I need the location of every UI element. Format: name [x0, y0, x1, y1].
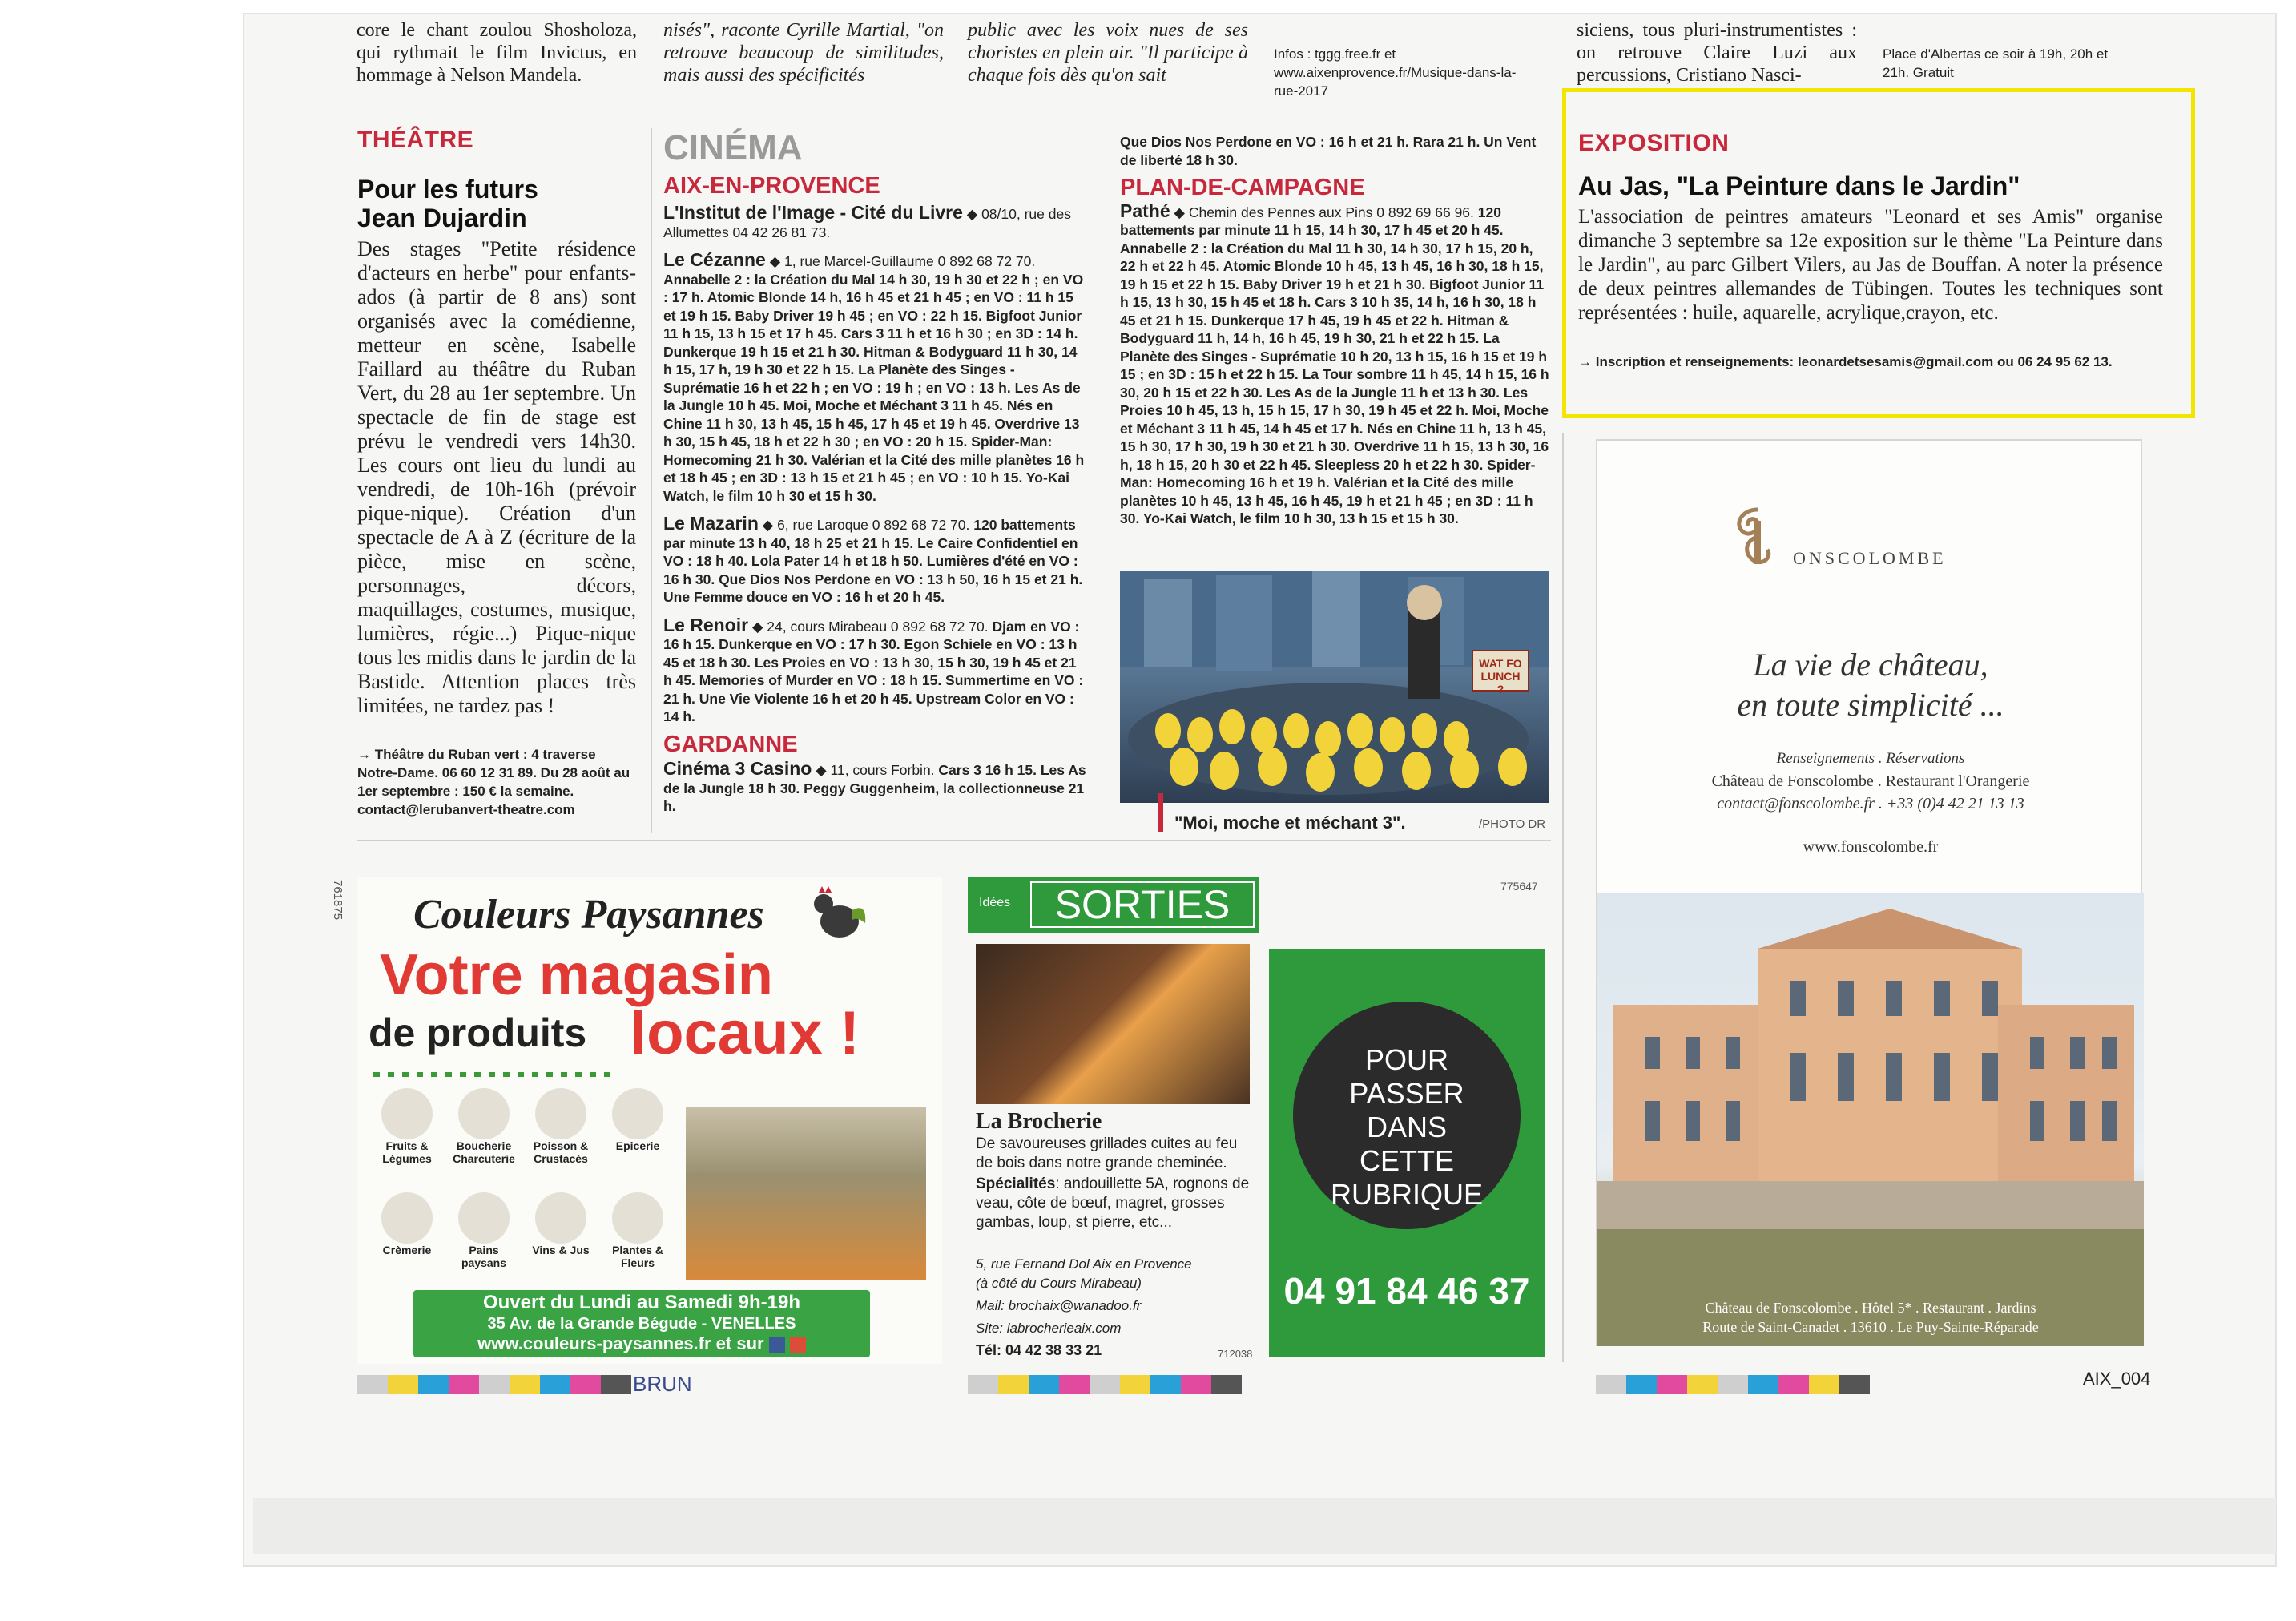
- city-plan-de-campagne: PLAN-DE-CAMPAGNE: [1120, 175, 1365, 200]
- brun-mark: BRUN: [633, 1372, 692, 1396]
- restaurant-photo: [976, 944, 1250, 1104]
- venue-institut: L'Institut de l'Image - Cité du Livre ◆ 08/10, rue des Allumettes 04 42 26 81 73.: [663, 202, 1071, 240]
- venue-films: Djam en VO : 16 h 15. Dunkerque en VO : 17 h 30. Egon Schiele en VO : 13 h 45 et 18 h 30. Les Proies en VO : 13 h 30, 15 h 30, 19 h 45 et 21 h 45. Memories of Murder en VO : 18 h 15. Summertime en VO : 21 h. Une Vie Violente 16 h et 20 h 45. Upstream Color en VO : 14 h.: [663, 618, 1084, 724]
- couleurs-paysannes-ad: [357, 877, 942, 1364]
- specialites-label: Spécialités: [976, 1175, 1056, 1192]
- venue-address: 6, rue Laroque 0 892 68 72 70.: [777, 517, 970, 533]
- venue-pathe: Pathé ◆ Chemin des Pennes aux Pins 0 892 69 66 96. 120 battements par minute 11 h 15, 14 h 30, 17 h 45 et 20 h 45. Annabelle 2 : la Création du Mal 11 h 30, 14 h 30, 17 h 15, 20 h, 22 h et 22 h 45. Atomic Blonde 10 h 45, 13 h 45, 16 h 30, 18 h 15, 19 h 15 et 22 h 15. Baby Driver 19 h et 21 h 30. Bigfoot Junior 11 h 15, 13 h 30, 15 h 45 et 18 h. Cars 3 10 h 35, 14 h, 16 h 30, 18 h 45 et 21 h 15. Dunkerque 17 h 45, 19 h 45 et 22 h. Hitman & Bodyguard 11 h, 14 h, 16 h 45, 19 h 30, 21 h et 22 h 15. La Planète des Singes - Suprématie 10 h 20, 13 h 15, 16 h 15 et 19 h 15 ; en 3D : 15 h et 22 h 15. La Tour sombre 11 h 45, 14 h 15, 16 h 30, 20 h 15 et 22 h 30. Les As de la Jungle 11 h et 13 h 30. Les Proies 10 h 45, 13 h, 15 h 15, 17 h 30, 19 h 45 et 22 h. Moi, Moche et Méchant 3 11 h 45, 14 h 45 et 17 h. Nés en Chine 11 h, 13 h 45, 15 h 30, 17 h 30, 19 h 30 et 21 h 30. Overdrive 11 h 15, 13 h 30, 16 h, 18 h 15, 20 h 30 et 22 h 45. Sleepless 20 h et 22 h 30. Spider-Man: Homecoming 16 h et 19 h. Valérian et la Cité des mille planètes 10 h 45, 13 h 45, 16 h 45, 19 h et 21 h 45 ; en 3D : 11 h 30. Yo-Kai Watch, le film 10 h 30, 13 h 15 et 15 h 30.: [1120, 200, 1549, 526]
- restaurant-address2: (à côté du Cours Mirabeau): [976, 1276, 1142, 1291]
- top-text-col5: siciens, tous pluri-instrumentistes : on retrouve Claire Luzi aux percussions, Cristiano Nasci-: [1577, 20, 1857, 86]
- ad-contact: contact@fonscolombe.fr . +33 (0)4 42 21 13 13: [1717, 795, 2024, 813]
- city-aix: AIX-EN-PROVENCE: [663, 173, 880, 199]
- venue-name: Le Renoir: [663, 614, 749, 635]
- tagline-line1: La vie de château,: [1753, 647, 1988, 683]
- venue-address: 08/10, rue des Allumettes 04 42 26 81 73.: [663, 206, 1071, 240]
- page-edge: [253, 1498, 2276, 1554]
- cinema-listings-col1: [663, 204, 1088, 816]
- restaurant-site: Site: labrocherieaix.com: [976, 1321, 1122, 1336]
- product-vins: Vins & Jus: [522, 1192, 599, 1256]
- column-divider: [1562, 433, 1564, 1362]
- movie-still-photo: [1120, 571, 1549, 803]
- color-registration-bar-2: [968, 1375, 1242, 1394]
- color-registration-bar-1: [357, 1375, 631, 1394]
- restaurant-address1: 5, rue Fernand Dol Aix en Provence: [976, 1256, 1192, 1272]
- cinema-listings-col2: [1120, 133, 1549, 528]
- venue-name: Le Mazarin: [663, 513, 759, 534]
- product-epicerie: Epicerie: [599, 1088, 676, 1152]
- photo-caption: "Moi, moche et méchant 3".: [1174, 813, 1406, 833]
- exposition-headline: Au Jas, "La Peinture dans le Jardin": [1578, 171, 2020, 200]
- store-photo: [686, 1107, 926, 1280]
- venue-address: Chemin des Pennes aux Pins 0 892 69 66 96.: [1188, 204, 1474, 220]
- sorties-ad-ref: 775647: [1500, 880, 1538, 893]
- exposition-info: → Inscription et renseignements: leonardetsesamis@gmail.com ou 06 24 95 62 13.: [1578, 354, 2113, 369]
- specialites-text: : andouillette 5A, rognons de veau, côte de bœuf, magret, grosses gambas, loup, st pierre, etc...: [976, 1175, 1250, 1231]
- fonscolombe-ad: [1596, 439, 2142, 1346]
- venue-renoir: Le Renoir ◆ 24, cours Mirabeau 0 892 68 72 70. Djam en VO : 16 h 15. Dunkerque en VO : 17 h 30. Egon Schiele en VO : 13 h 45 et 18 h 30. Les Proies en VO : 13 h 30, 15 h 30, 19 h 45 et 21 h 45. Memories of Murder en VO : 18 h 15. Summertime en VO : 21 h. Une Vie Violente 16 h et 20 h 45. Upstream Color en VO : 14 h.: [663, 614, 1084, 724]
- color-registration-bar-3: [1596, 1375, 1870, 1394]
- ad-venue: Château de Fonscolombe . Restaurant l'Orangerie: [1711, 772, 2030, 790]
- top-text-col6: Place d'Albertas ce soir à 19h, 20h et 21h. Gratuit: [1883, 46, 2109, 80]
- ad-web: [413, 1333, 870, 1354]
- exposition-rubric: EXPOSITION: [1578, 130, 1730, 156]
- ad-services: Renseignements . Réservations: [1776, 750, 1965, 767]
- venue-films: Cars 3 16 h 15. Les As de la Jungle 18 h 30. Peggy Guggenheim, la collectionneuse 21 h.: [663, 762, 1086, 814]
- sign-text: WAT FO LUNCH ?: [1479, 657, 1522, 696]
- photo-caption-line2: Route de Saint-Canadet . 13610 . Le Puy-Sainte-Réparade: [1702, 1319, 2039, 1335]
- venue-films: Annabelle 2 : la Création du Mal 14 h 30, 19 h 30 et 22 h ; en VO : 17 h. Atomic Blonde 14 h, 16 h 45 et 21 h 45 ; en VO : 11 h 15 et 19 h 15. Baby Driver 19 h 45 ; en VO : 22 h 15. Bigfoot Junior 11 h 15, 13 h 15 et 17 h 45. Cars 3 11 h et 16 h 30 ; en 3D : 14 h. Dunkerque 19 h 15 et 21 h 30. Hitman & Bodyguard 11 h 30, 14 h 15, 17 h, 19 h 30 et 22 h 15. La Planète des Singes - Suprématie 16 h et 22 h ; en VO : 19 h ; en VO : 13 h. Les As de la Jungle 10 h 45. Moi, Moche et Méchant 3 11 h 45. Nés en Chine 11 h 30, 13 h 45, 15 h 45, 17 h 45 et 19 h 45. Overdrive 13 h 30, 15 h 45, 18 h et 22 h 30 ; en VO : 20 h 15. Spider-Man: Homecoming 21 h 30. Valérian et la Cité des mille planètes 16 h et 18 h 45 ; en 3D : 13 h 15 et 21 h 45 ; en VO : 10 h 15. Yo-Kai Watch, le film 10 h 30 et 15 h 30.: [663, 271, 1085, 504]
- theatre-rubric: THÉÂTRE: [357, 127, 474, 153]
- venue-films: 120 battements par minute 11 h 15, 14 h 30, 17 h 45 et 20 h 45. Annabelle 2 : la Création du Mal 11 h 30, 14 h 30, 17 h 15, 20 h, 22 h et 22 h 45. Atomic Blonde 10 h 45, 13 h 45, 16 h 30, 18 h 15, 19 h 15 et 22 h 15. Baby Driver 19 h et 21 h 30. Bigfoot Junior 11 h 15, 13 h 30, 15 h 45 et 18 h. Cars 3 10 h 35, 14 h, 16 h 30, 18 h 45 et 21 h 15. Dunkerque 17 h 45, 19 h 45 et 22 h. Hitman & Bodyguard 11 h, 14 h, 16 h 45, 19 h 30, 21 h et 22 h 15. La Planète des Singes - Suprématie 10 h 20, 13 h 15, 16 h 15 et 19 h 15 ; en 3D : 15 h et 22 h 15. La Tour sombre 11 h 45, 14 h 15, 16 h 30, 20 h 15 et 22 h 30. Les As de la Jungle 11 h et 13 h 30. Les Proies 10 h 45, 13 h, 15 h 15, 17 h 30, 19 h 45 et 22 h. Moi, Moche et Méchant 3 11 h 45, 14 h 45 et 17 h. Nés en Chine 11 h, 13 h 45, 15 h 30, 17 h 30, 19 h 30 et 21 h 30. Overdrive 11 h 15, 13 h 30, 16 h, 18 h 15, 20 h 30 et 22 h 45. Sleepless 20 h et 22 h 30. Spider-Man: Homecoming 16 h et 19 h. Valérian et la Cité des mille planètes 10 h 45, 13 h 45, 16 h 45, 19 h et 21 h 45 ; en 3D : 11 h 30. Yo-Kai Watch, le film 10 h 30, 13 h 15 et 15 h 30.: [1120, 204, 1549, 526]
- theatre-headline: Pour les futurs Jean Dujardin: [357, 175, 538, 232]
- restaurant-mail: Mail: brochaix@wanadoo.fr: [976, 1298, 1142, 1313]
- photo-caption-line1: Château de Fonscolombe . Hôtel 5* . Restaurant . Jardins: [1705, 1300, 2036, 1316]
- product-boucherie: Boucherie Charcuterie: [445, 1088, 522, 1165]
- venue-cezanne: Le Cézanne ◆ 1, rue Marcel-Guillaume 0 892 68 72 70. Annabelle 2 : la Création du Mal 14 h 30, 19 h 30 et 22 h ; en VO : 17 h. Atomic Blonde 14 h, 16 h 45 et 21 h 45 ; en VO : 11 h 15 et 19 h 15. Baby Driver 19 h 45 ; en VO : 22 h 15. Bigfoot Junior 11 h 15, 13 h 15 et 17 h 45. Cars 3 11 h et 16 h 30 ; en 3D : 14 h. Dunkerque 19 h 15 et 21 h 30. Hitman & Bodyguard 11 h 30, 14 h 15, 17 h, 19 h 30 et 22 h 15. La Planète des Singes - Suprématie 16 h et 22 h ; en VO : 19 h ; en VO : 13 h. Les As de la Jungle 10 h 45. Moi, Moche et Méchant 3 11 h 45. Nés en Chine 11 h 30, 13 h 45, 15 h 45, 17 h 45 et 19 h 45. Overdrive 13 h 30, 15 h 45, 18 h et 22 h 30 ; en VO : 20 h 15. Spider-Man: Homecoming 21 h 30. Valérian et la Cité des mille planètes 16 h et 18 h 45 ; en 3D : 13 h 15 et 21 h 45 ; en VO : 10 h 15. Yo-Kai Watch, le film 10 h 30 et 15 h 30.: [663, 249, 1085, 504]
- sorties-header: [968, 877, 1259, 933]
- restaurant-desc: De savoureuses grillades cuites au feu de bois dans notre grande cheminée.: [976, 1135, 1238, 1171]
- product-pains: Pains paysans: [445, 1192, 522, 1269]
- ad-brand: Couleurs Paysannes: [413, 892, 764, 938]
- restaurant-code: 712038: [1218, 1348, 1253, 1360]
- exposition-body: L'association de peintres amateurs "Leonard et ses Amis" organise dimanche 3 septembre sa 12e exposition sur le thème "La Peinture dans le Jardin", au parc Gilbert Vilers, au Jas de Bouffan. A noter la présence de deux peintres allemandes de Tübingen. Toutes les techniques sont représentées : huile, aquarelle, acrylique,crayon, etc.: [1578, 206, 2163, 324]
- caption-marker: [1158, 793, 1163, 832]
- chateau-photo: [1597, 893, 2144, 1346]
- top-text-col1: core le chant zoulou Shosholoza, qui rythmait le film Invictus, en hommage à Nelson Mandela.: [356, 20, 637, 86]
- cinema-title: CINÉMA: [663, 128, 803, 167]
- ad-hours: Ouvert du Lundi au Samedi 9h-19h: [482, 1292, 801, 1313]
- venue-films: 120 battements par minute 13 h 40, 18 h 25 et 21 h 15. Le Caire Confidentiel en VO : 18 h 40. Lola Pater 14 h et 18 h 50. Lumières d'été en VO : 16 h 30. Que Dios Nos Perdone en VO : 13 h 50, 16 h 15 et 21 h. Une Femme douce en VO : 16 h et 20 h 45.: [663, 517, 1083, 605]
- listing-continued: Que Dios Nos Perdone en VO : 16 h et 21 h. Rara 21 h. Un Vent de liberté 18 h 30.: [1120, 134, 1537, 168]
- page-id: AIX_004: [2083, 1369, 2151, 1389]
- section-divider: [357, 840, 1551, 841]
- products-grid: [369, 1088, 681, 1304]
- promo-text: POUR PASSER DANS CETTE RUBRIQUE: [1330, 1043, 1484, 1211]
- restaurant-specialites: [976, 1175, 1256, 1232]
- top-text-col4: Infos : tggg.free.fr et www.aixenprovence.fr/Musique-dans-la-rue-2017: [1274, 46, 1517, 99]
- venue-address: 24, cours Mirabeau 0 892 68 72 70.: [767, 618, 989, 635]
- chateau-illustration: [1597, 893, 2144, 1346]
- product-plantes: Plantes & Fleurs: [599, 1192, 676, 1269]
- sorties-title: SORTIES: [1030, 881, 1255, 928]
- venue-name: Le Cézanne: [663, 249, 766, 270]
- dotted-divider: [373, 1072, 614, 1077]
- venue-name: Cinéma 3 Casino: [663, 758, 812, 779]
- top-text-col2: nisés", raconte Cyrille Martial, "on retrouve beaucoup de similitudes, mais aussi des spécificités: [663, 20, 944, 86]
- ad-reference: 761875: [331, 880, 344, 921]
- facebook-icon: [769, 1337, 785, 1353]
- product-fruits: Fruits & Légumes: [369, 1088, 445, 1165]
- ad-address: 35 Av. de la Grande Bégude - VENELLES: [487, 1315, 796, 1333]
- product-poisson: Poisson & Crustacés: [522, 1088, 599, 1165]
- restaurant-tel: Tél: 04 42 38 33 21: [976, 1342, 1102, 1358]
- venue-address: 1, rue Marcel-Guillaume 0 892 68 72 70.: [784, 253, 1036, 269]
- sorties-tag: Idées: [979, 896, 1011, 909]
- fonscolombe-logo-icon: [1726, 505, 1790, 569]
- tagline-line2: en toute simplicité ...: [1737, 687, 2004, 723]
- top-text-col3: public avec les voix nues de ses choristes en plein air. "Il participe à chaque fois dès qu'on sait: [968, 20, 1248, 86]
- fonscolombe-brand: ONSCOLOMBE: [1793, 548, 1947, 568]
- venue-casino: Cinéma 3 Casino ◆ 11, cours Forbin. Cars 3 16 h 15. Les As de la Jungle 18 h 30. Peggy Guggenheim, la collectionneuse 21 h.: [663, 758, 1086, 814]
- promo-phone: 04 91 84 46 37: [1283, 1270, 1530, 1312]
- ad-line1: Votre magasin: [380, 943, 773, 1007]
- rubrique-promo: [1269, 949, 1545, 1357]
- city-gardanne: GARDANNE: [663, 731, 798, 757]
- product-cremerie: Crèmerie: [369, 1192, 445, 1256]
- column-divider: [651, 128, 652, 833]
- ad-footer-band: [413, 1290, 870, 1357]
- theatre-body: Des stages "Petite résidence d'acteurs en herbe" pour enfants-ados (à partir de 8 ans) sont organisés avec la comédienne, metteur en scène, Isabelle Faillard au théâtre du Ruban Vert, du 28 au 1er septembre. Un spectacle de fin de stage est prévu le vendredi vers 14h30. Les cours ont lieu du lundi au vendredi, de 10h-16h (prévoir pique-nique). Création d'un spectacle de A à Z (écriture de la pièce, mise en scène, personnages, décors, maquillages, costumes, musique, lumières, régie...) Pique-nique tous les midis dans le jardin de la Bastide. Attention places très limitées, ne tardez pas !: [357, 237, 636, 717]
- ad-line2a: de produits: [369, 1010, 587, 1055]
- venue-address: 11, cours Forbin.: [830, 762, 935, 778]
- venue-mazarin: Le Mazarin ◆ 6, rue Laroque 0 892 68 72 70. 120 battements par minute 13 h 40, 18 h 25 et 21 h 15. Le Caire Confidentiel en VO : 18 h 40. Lola Pater 14 h et 18 h 50. Lumières d'été en VO : 16 h 30. Que Dios Nos Perdone en VO : 13 h 50, 16 h 15 et 21 h. Une Femme douce en VO : 16 h et 20 h 45.: [663, 513, 1083, 605]
- ad-website: www.fonscolombe.fr: [1803, 838, 1939, 856]
- rooster-icon: [806, 881, 870, 946]
- venue-name: Pathé: [1120, 200, 1170, 221]
- restaurant-name: La Brocherie: [976, 1109, 1102, 1134]
- ad-line2b: locaux !: [630, 999, 860, 1067]
- photo-credit: /PHOTO DR: [1479, 817, 1546, 831]
- venue-name: L'Institut de l'Image - Cité du Livre: [663, 202, 963, 223]
- google-plus-icon: [790, 1337, 806, 1353]
- theatre-info: → Théâtre du Ruban vert : 4 traverse Notre-Dame. 06 60 12 31 89. Du 28 août au 1er septembre : 150 € la semaine. contact@lerubanvert-theatre.com: [357, 747, 630, 817]
- ad-web-text: www.couleurs-paysannes.fr et sur: [477, 1333, 764, 1353]
